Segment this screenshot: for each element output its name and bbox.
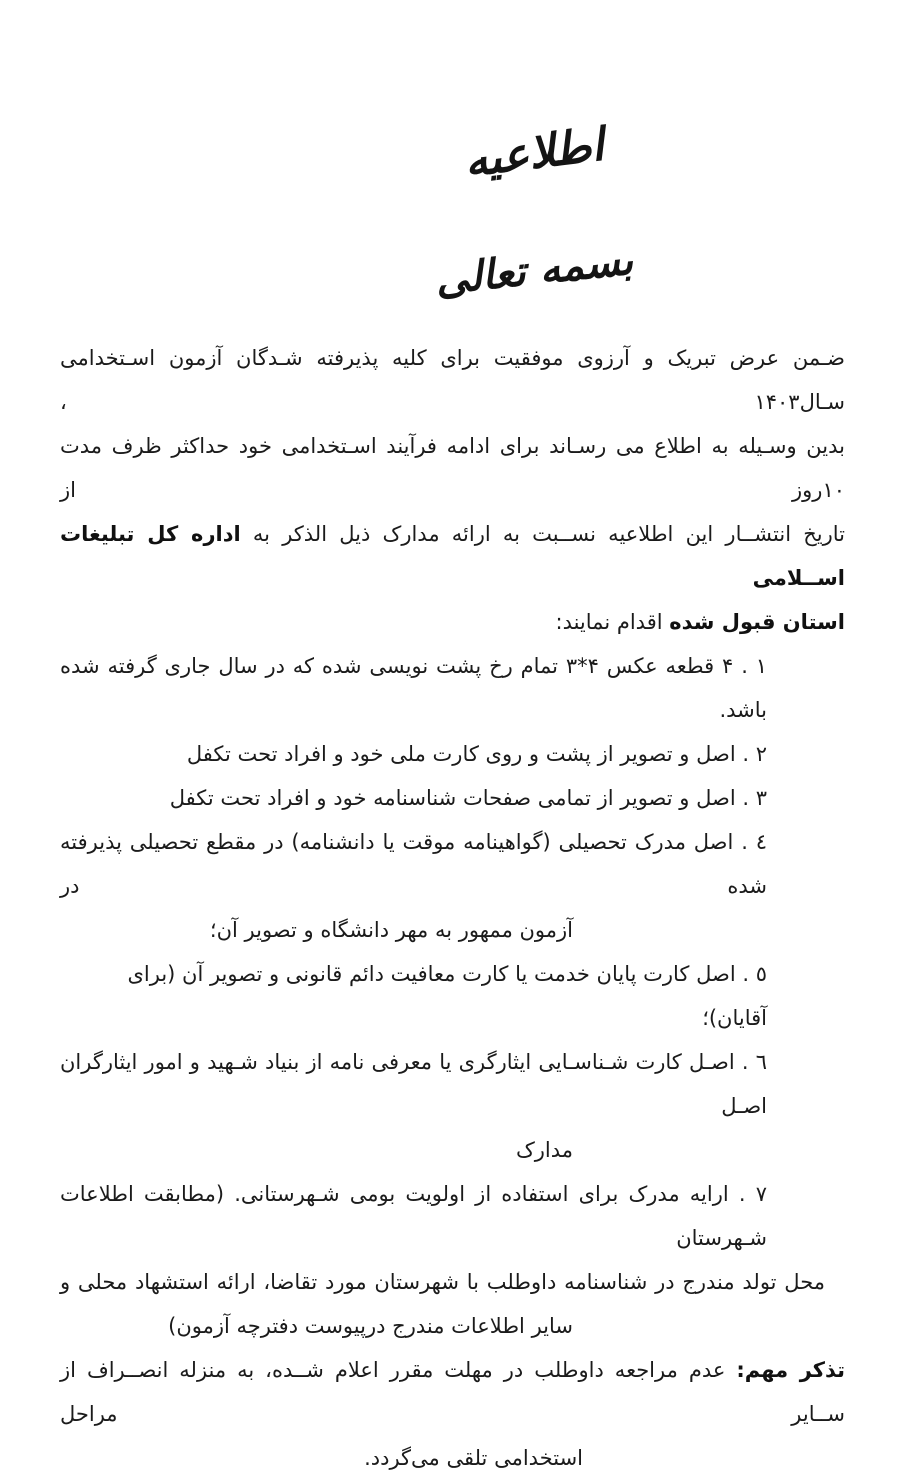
list-item-4 [60,820,845,908]
document-body [60,336,845,1480]
intro-line-1: ضـمن عرض تبریک و آرزوی موفقیت برای کلیه پذیرفته شـدگان آزمون اسـتخدامی سـال۱۴۰۳ ، [60,346,845,414]
list-item-5-text: اصل کارت پایان خدمت یا کارت معافیت دائم قانونی و تصویر آن (برای آقایان)؛ [127,962,767,1030]
intro-line-3-text: تاریخ انتشــار این اطلاعیه نســبت به ارائه مدارک ذیل الذکر به [240,522,845,546]
list-item-4-continuation: آزمون ممهور به مهر دانشگاه و تصویر آن؛ [209,918,573,942]
list-item-7-continuation-1: محل تولد مندرج در شناسنامه داوطلب با شهرستان مورد تقاضا، ارائه استشهاد محلی و [60,1270,825,1294]
list-item-6-number: ٦ . [741,1050,767,1074]
intro-line-3 [60,512,845,600]
intro-line-4 [60,600,845,644]
list-item-4-text: اصل مدرک تحصیلی (گواهینامه موقت یا دانشنامه) در مقطع تحصیلی پذیرفته شده در [60,830,767,898]
list-item-3 [60,776,845,820]
intro-line-4-text: اقدام نمایند: [555,610,670,634]
list-item-7 [60,1172,845,1260]
list-item-1-text: ۴ قطعه عکس ۴*۳ تمام رخ پشت نویسی شده که در سال جاری گرفته شده باشد. [60,654,767,722]
important-note-label: تذکر مهم: [736,1358,845,1382]
list-item-1 [60,644,845,732]
list-item-7-number: ۷ . [738,1182,767,1206]
list-item-3-text: اصل و تصویر از تمامی صفحات شناسنامه خود و افراد تحت تکفل [169,786,736,810]
important-note-text: عدم مراجعه داوطلب در مهلت مقرر اعلام شــده، به منزله انصــراف از ســایر مراحل [60,1358,845,1426]
list-item-4-number: ٤ . [741,830,767,854]
intro-line-4-bold: استان قبول شده [669,610,845,634]
list-item-6-continuation: مدارک [515,1138,573,1162]
list-item-7-continuation-2: سایر اطلاعات مندرج درپیوست دفترچه آزمون) [168,1314,573,1338]
list-item-6 [60,1040,845,1128]
basmala-calligraphy: بسمه تعالی [432,235,636,305]
important-note-line-1 [60,1348,845,1436]
list-item-5 [60,952,845,1040]
list-item-5-number: ٥ . [742,962,767,986]
intro-line-3-bold-office-name: اداره کل تبلیغات اســلامی [60,522,845,590]
important-note-line-2: استخدامی تلقی می‌گردد. [364,1446,583,1470]
list-item-6-text: اصـل کارت شـناسـایی ایثارگری یا معرفی نامه از بنیاد شـهید و امور ایثارگران اصـل [60,1050,767,1118]
announcement-title-calligraphy: اطلاعیه [461,117,607,188]
list-item-2-text: اصل و تصویر از پشت و روی کارت ملی خود و افراد تحت تکفل [186,742,736,766]
list-item-3-number: ۳ . [742,786,767,810]
intro-line-2: بدین وسـیله به اطلاع می رسـاند برای ادامه فرآیند اسـتخدامی خود حداکثر ظرف مدت ۱۰روز از [60,434,845,502]
list-item-1-number: ۱ . [741,654,767,678]
list-item-2-number: ۲ . [742,742,767,766]
list-item-7-text: ارایه مدرک برای استفاده از اولویت بومی شـهرستانی. (مطابقت اطلاعات شـهرستان [60,1182,767,1250]
list-item-2 [60,732,845,776]
